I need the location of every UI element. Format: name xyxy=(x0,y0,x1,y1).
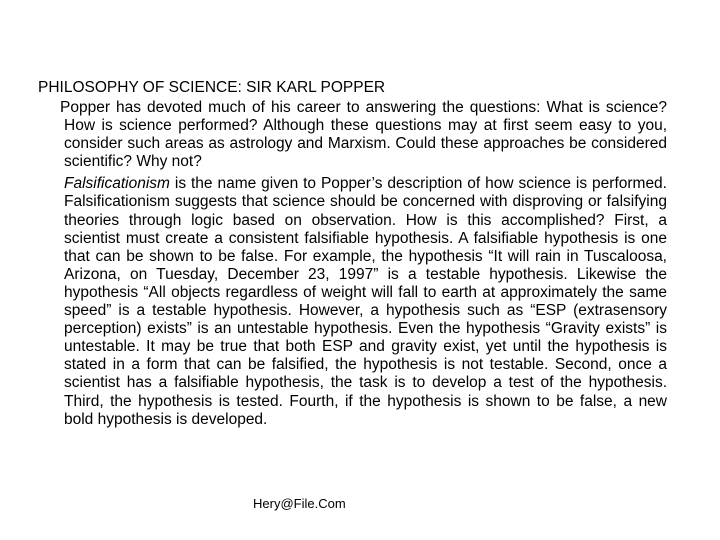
falsificationism-term: Falsificationism xyxy=(64,175,170,193)
paragraph-falsificationism xyxy=(64,175,667,428)
footer-email: Hery@File.Com xyxy=(253,496,346,511)
falsificationism-description: is the name given to Popper’s description of how science is performed. Falsificationism suggests that science should be concerned with disproving or falsifying theories through logic based on observation. How is this accomplished? First, a scientist must create a consistent falsifiable hypothesis. A falsifiable hypothesis is one that can be shown to be false. For example, the hypothesis “It will rain in Tuscaloosa, Arizona, on Tuesday, December 23, 1997” is a testable hypothesis. Likewise the hypothesis “All objects regardless of weight will fall to earth at approximately the same speed” is a testable hypothesis. However, a hypothesis such as “ESP (extrasensory perception) exists” is an untestable hypothesis. Even the hypothesis “Gravity exists” is untestable. It may be true that both ESP and gravity exist, yet until the hypothesis is stated in a form that can be falsified, the hypothesis is not testable. Second, once a scientist has a falsifiable hypothesis, the task is to develop a test of the hypothesis. Third, the hypothesis is tested. Fourth, if the hypothesis is shown to be false, a new bold hypothesis is developed. xyxy=(64,175,667,428)
slide-body xyxy=(60,99,667,429)
paragraph-questions: Popper has devoted much of his career to answering the questions: What is science? How is science performed? Although these questions may at first seem easy to you, consider such areas as astrology and Marxism. Could these approaches be considered scientific? Why not? xyxy=(60,99,667,171)
slide-title: PHILOSOPHY OF SCIENCE: SIR KARL POPPER xyxy=(38,79,386,96)
